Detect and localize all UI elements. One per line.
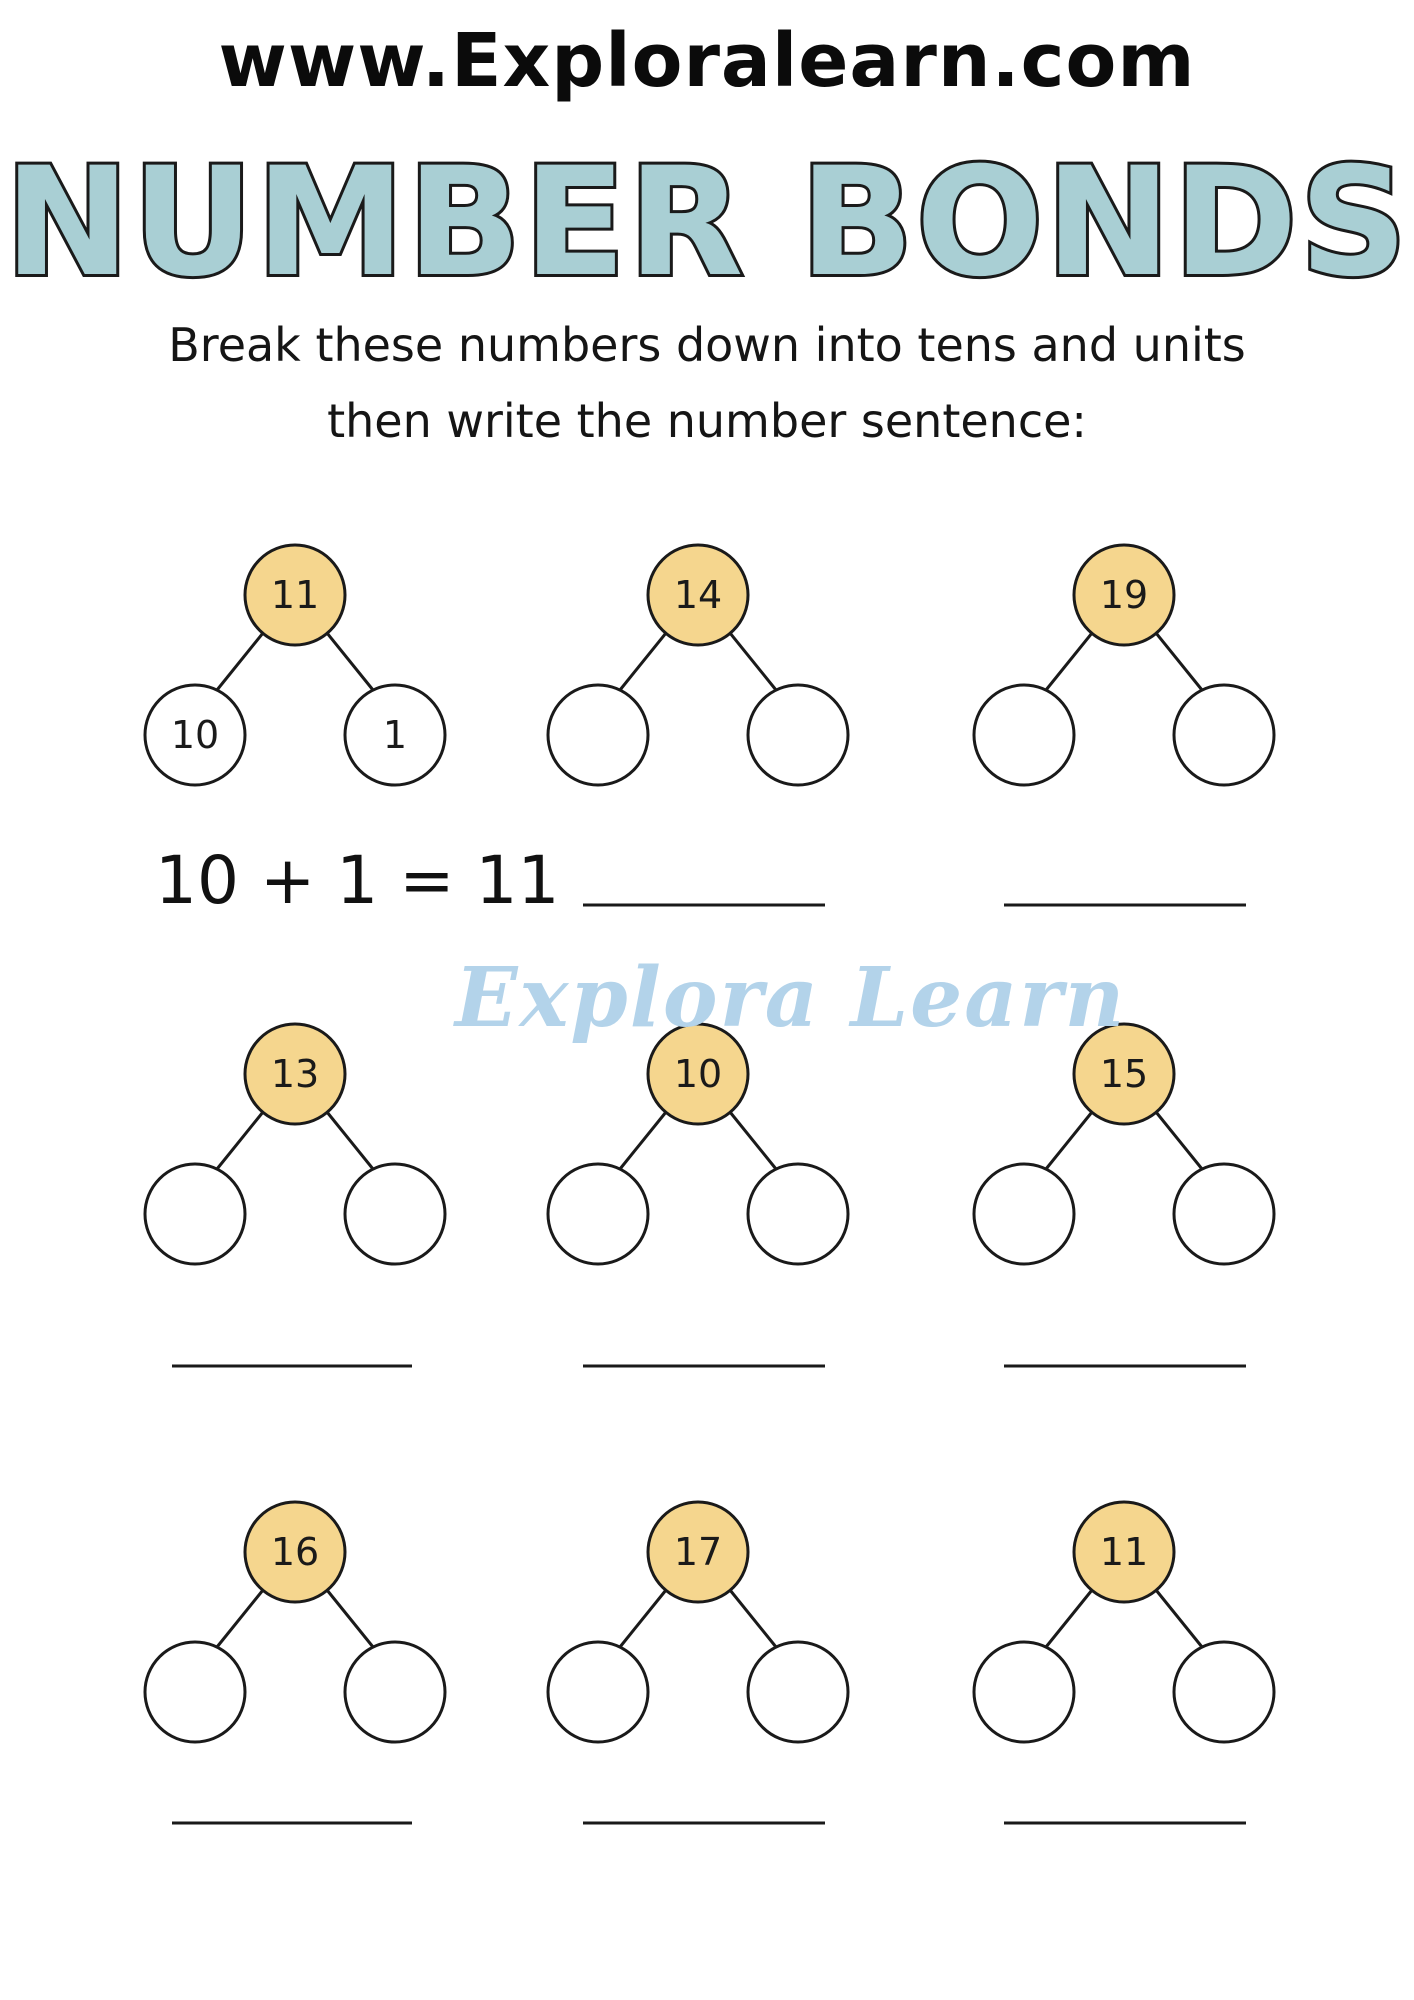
bond-connector-right bbox=[327, 633, 373, 690]
bond-connector-right bbox=[730, 633, 776, 690]
bond-connector-right bbox=[730, 1112, 776, 1169]
bond-connector-left bbox=[217, 1112, 263, 1169]
bond-tens-number: 10 bbox=[170, 713, 220, 757]
bond-whole-number: 11 bbox=[270, 573, 320, 617]
bond-tens-circle bbox=[974, 1642, 1074, 1742]
bond-connector-left bbox=[1046, 1112, 1092, 1169]
watermark: Explora Learn bbox=[455, 950, 1127, 1046]
bond-units-circle bbox=[748, 685, 848, 785]
bond-tens-circle bbox=[974, 685, 1074, 785]
bond-units-circle bbox=[748, 1642, 848, 1742]
bond-units-circle bbox=[748, 1164, 848, 1264]
instruction-line-1: Break these numbers down into tens and units bbox=[168, 318, 1246, 372]
bond-tens-circle bbox=[145, 1164, 245, 1264]
bond-connector-left bbox=[620, 1590, 666, 1647]
page-title: NUMBER BONDS bbox=[4, 136, 1410, 310]
instruction-line-2: then write the number sentence: bbox=[327, 394, 1087, 448]
bond-connector-left bbox=[217, 1590, 263, 1647]
bond-units-circle bbox=[1174, 1164, 1274, 1264]
bond-whole-number: 14 bbox=[673, 573, 723, 617]
bond-whole-number: 16 bbox=[270, 1530, 320, 1574]
bond-connector-left bbox=[217, 633, 263, 690]
bond-whole-number: 10 bbox=[673, 1052, 723, 1096]
bond-whole-number: 19 bbox=[1099, 573, 1149, 617]
bond-units-circle bbox=[345, 1642, 445, 1742]
bond-connector-left bbox=[1046, 1590, 1092, 1647]
bond-units-circle bbox=[1174, 685, 1274, 785]
bond-tens-circle bbox=[548, 1642, 648, 1742]
bond-whole-number: 13 bbox=[270, 1052, 320, 1096]
bond-tens-circle bbox=[548, 1164, 648, 1264]
bond-connector-left bbox=[620, 633, 666, 690]
bond-whole-number: 15 bbox=[1099, 1052, 1149, 1096]
bond-connector-right bbox=[327, 1590, 373, 1647]
bond-connector-left bbox=[1046, 633, 1092, 690]
bond-connector-right bbox=[327, 1112, 373, 1169]
site-url: www.Exploralearn.com bbox=[218, 18, 1196, 104]
bond-whole-number: 11 bbox=[1099, 1530, 1149, 1574]
bond-units-number: 1 bbox=[382, 713, 408, 757]
bond-connector-left bbox=[620, 1112, 666, 1169]
bond-connector-right bbox=[1156, 633, 1202, 690]
bond-tens-circle bbox=[548, 685, 648, 785]
bond-units-circle bbox=[1174, 1642, 1274, 1742]
bond-connector-right bbox=[730, 1590, 776, 1647]
bond-tens-circle bbox=[974, 1164, 1074, 1264]
bond-connector-right bbox=[1156, 1590, 1202, 1647]
bond-connector-right bbox=[1156, 1112, 1202, 1169]
example-number-sentence: 10 + 1 = 11 bbox=[155, 842, 560, 919]
bond-tens-circle bbox=[145, 1642, 245, 1742]
bond-units-circle bbox=[345, 1164, 445, 1264]
bond-whole-number: 17 bbox=[673, 1530, 723, 1574]
